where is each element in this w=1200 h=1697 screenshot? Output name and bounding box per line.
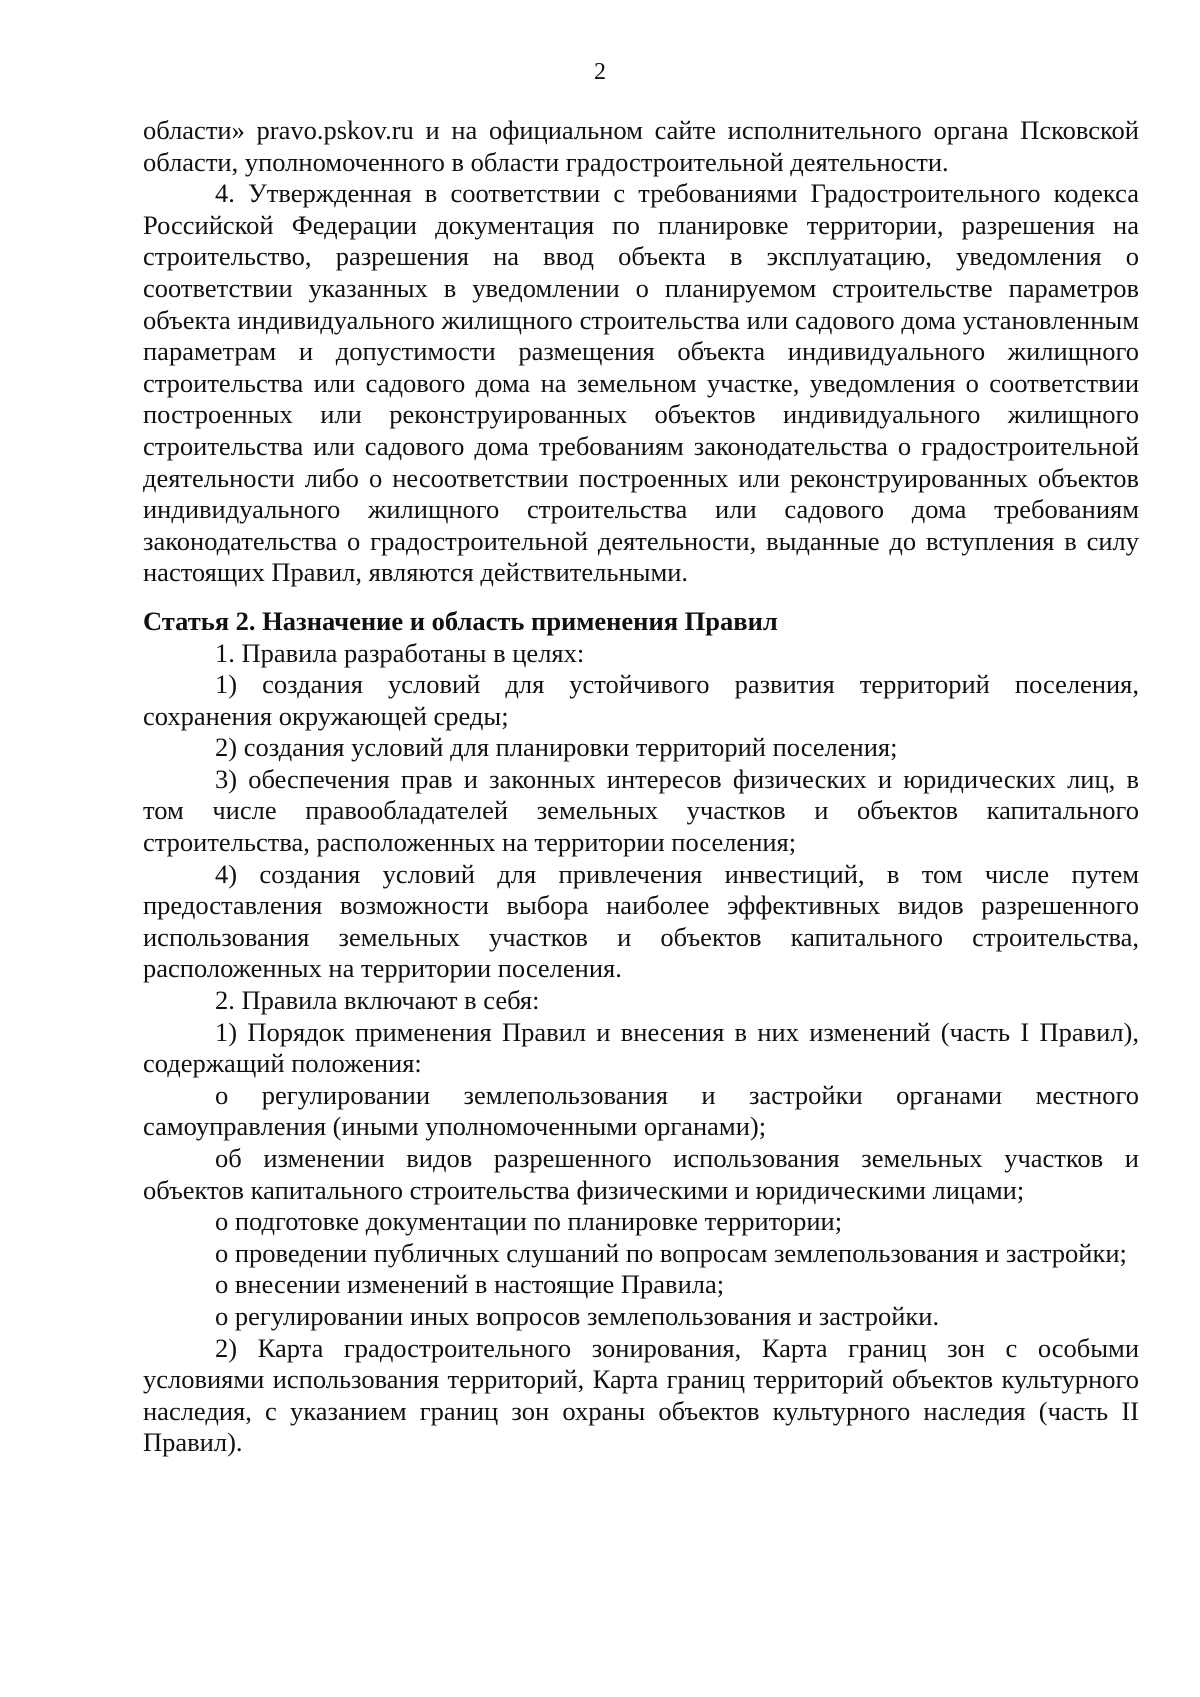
sub-list-item: о регулировании иных вопросов землепользования и застройки. (215, 1300, 940, 1331)
article-heading: Статья 2. Назначение и область применения Правил (143, 605, 778, 636)
sub-list-item: о регулировании землепользования и застройки органами местного самоуправления (иными уполномоченными органами); (143, 1079, 1139, 1142)
sub-list-item: о проведении публичных слушаний по вопросам землепользования и застройки; (215, 1237, 1127, 1268)
list-item: 1) создания условий для устойчивого развития территорий поселения, сохранения окружающей среды; (143, 669, 1139, 731)
list-item: 1) Порядок применения Правил и внесения в них изменений (часть I Правил), содержащий положения: (143, 1016, 1139, 1079)
list-item: 2) Карта градостроительного зонирования, Карта границ зон с особыми условиями использования территорий, Карта границ территорий объектов культурного наследия, с указанием границ зон охраны объектов культурного наследия (часть II Правил). (143, 1332, 1139, 1458)
paragraph-continuation: области» pravo.pskov.ru и на официальном сайте исполнительного органа Псковской области, уполномоченного в области градостроительной деятельности. (143, 115, 1139, 177)
page-number: 2 (594, 59, 606, 85)
list-item: 4) создания условий для привлечения инвестиций, в том числе путем предоставления возможности выбора наиболее эффективных видов разрешенного использования земельных участков и объектов капитального строительства, расположенных на территории поселения. (143, 858, 1139, 984)
paragraph-section-2: 2. Правила включают в себя: (215, 985, 540, 1016)
document-body (143, 115, 1139, 1459)
list-item: 3) обеспечения прав и законных интересов физических и юридических лиц, в том числе правообладателей земельных участков и объектов капитального строительства, расположенных на территории поселения; (143, 763, 1139, 858)
sub-list-item: о подготовке документации по планировке территории; (215, 1206, 843, 1237)
paragraph-item-4: 4. Утвержденная в соответствии с требованиями Градостроительного кодекса Российской Федерации документация по планировке территории, разрешения на строительство, разрешения на ввод объекта в эксплуатацию, уведомления о соответствии указанных в уведомлении о планируемом строительстве параметров объекта индивидуального жилищного строительства или садового дома установленным параметрам и допустимости размещения объекта индивидуального жилищного строительства или садового дома на земельном участке, уведомления о соответствии построенных или реконструированных объектов индивидуального жилищного строительства или садового дома требованиям законодательства о градостроительной деятельности либо о несоответствии построенных или реконструированных объектов индивидуального жилищного строительства или садового дома требованиям законодательства о градостроительной деятельности, выданные до вступления в силу настоящих Правил, являются действительными. (143, 178, 1139, 588)
list-item: 2) создания условий для планировки территорий поселения; (215, 732, 898, 763)
sub-list-item: об изменении видов разрешенного использования земельных участков и объектов капитального строительства физическими и юридическими лицами; (143, 1143, 1139, 1205)
sub-list-item: о внесении изменений в настоящие Правила; (215, 1269, 725, 1300)
paragraph-section-1: 1. Правила разработаны в целях: (215, 637, 585, 668)
